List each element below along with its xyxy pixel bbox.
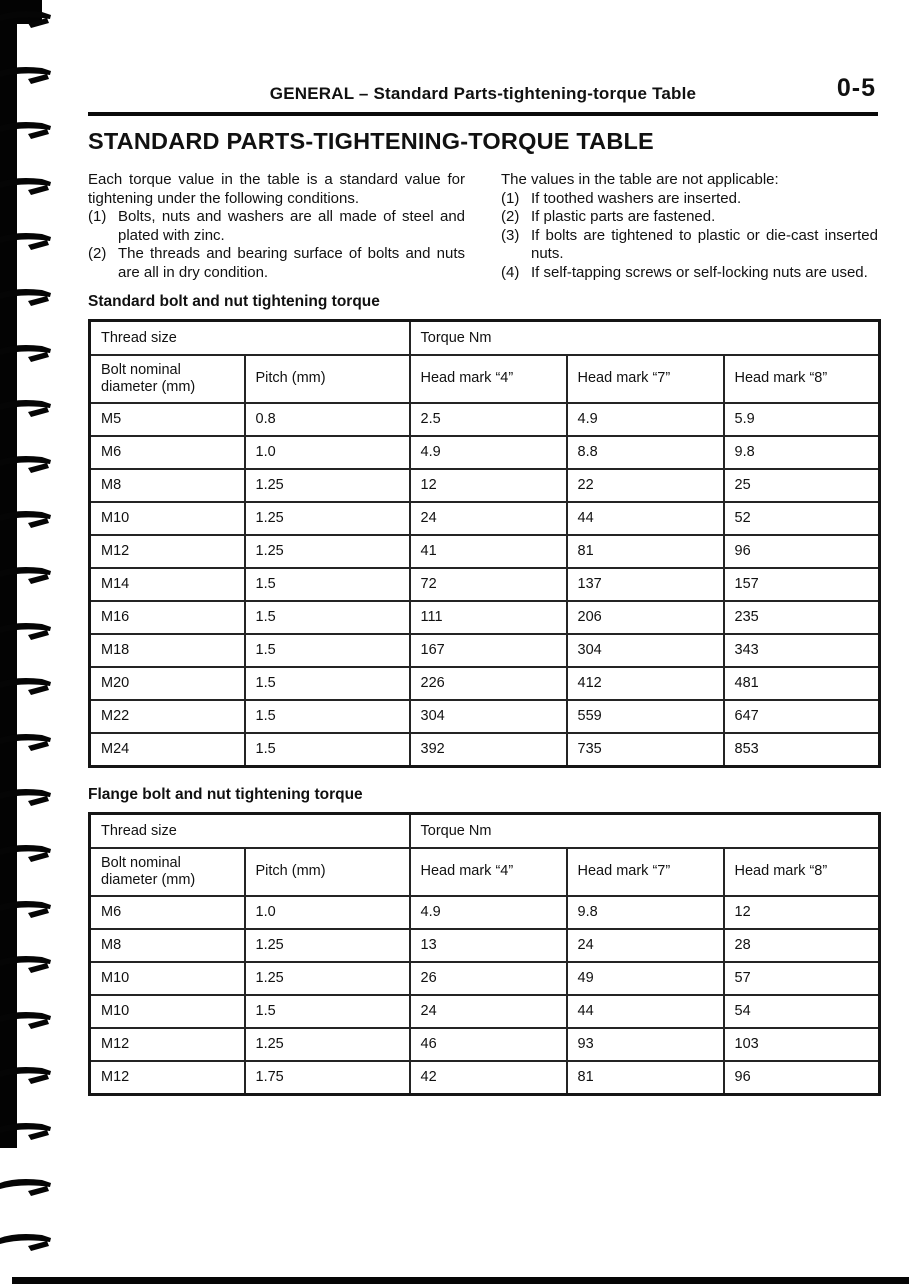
intro-left-column <box>88 171 465 283</box>
table-cell: 4.9 <box>567 403 724 436</box>
table-cell: 304 <box>567 634 724 667</box>
table-cell: 52 <box>724 502 880 535</box>
column-header: Bolt nominal diameter (mm) <box>90 355 245 403</box>
table-cell: 1.0 <box>245 436 410 469</box>
table-row <box>90 634 880 667</box>
table-cell: M18 <box>90 634 245 667</box>
list-item <box>88 245 465 282</box>
table-cell: 93 <box>567 1028 724 1061</box>
table-cell: 22 <box>567 469 724 502</box>
binding-ring-icon <box>0 1118 54 1146</box>
table-cell: 1.5 <box>245 601 410 634</box>
binding-ring-icon <box>0 117 54 145</box>
table-cell: M20 <box>90 667 245 700</box>
table-caption-flange: Flange bolt and nut tightening torque <box>88 785 363 803</box>
page-content <box>88 0 878 1096</box>
table-row <box>90 929 880 962</box>
binding-ring-icon <box>0 784 54 812</box>
binding-ring-icon <box>0 1007 54 1035</box>
table-cell: 57 <box>724 962 880 995</box>
table-cell: 647 <box>724 700 880 733</box>
group-header-torque: Torque Nm <box>410 813 880 848</box>
table-cell: 1.25 <box>245 929 410 962</box>
table-cell: 1.25 <box>245 1028 410 1061</box>
column-header: Head mark “7” <box>567 355 724 403</box>
list-item-number: (4) <box>501 263 520 281</box>
table-cell: 1.5 <box>245 568 410 601</box>
table-cell: M12 <box>90 1061 245 1095</box>
group-header-torque: Torque Nm <box>410 320 880 355</box>
table-row <box>90 1061 880 1095</box>
binding-ring-icon <box>0 6 54 34</box>
flange-torque-table-wrap <box>88 812 878 1096</box>
scan-bottom-edge <box>12 1277 909 1284</box>
table-cell: 1.5 <box>245 700 410 733</box>
table-cell: M8 <box>90 469 245 502</box>
table-cell: M6 <box>90 436 245 469</box>
table-cell: 235 <box>724 601 880 634</box>
table-cell: 167 <box>410 634 567 667</box>
breadcrumb: GENERAL – Standard Parts-tightening-torque Table <box>269 84 697 103</box>
table-cell: 4.9 <box>410 896 567 929</box>
table-cell: 111 <box>410 601 567 634</box>
table-cell: 1.75 <box>245 1061 410 1095</box>
table-cell: 96 <box>724 535 880 568</box>
binding-ring-icon <box>0 951 54 979</box>
table-row <box>90 568 880 601</box>
binding-ring-icon <box>0 173 54 201</box>
table-cell: 4.9 <box>410 436 567 469</box>
table-cell: 2.5 <box>410 403 567 436</box>
table-cell: M8 <box>90 929 245 962</box>
table-cell: 24 <box>410 502 567 535</box>
table-cell: 42 <box>410 1061 567 1095</box>
table-cell: 206 <box>567 601 724 634</box>
table-cell: 559 <box>567 700 724 733</box>
group-header-thread-size: Thread size <box>90 813 410 848</box>
table-row <box>90 469 880 502</box>
table-cell: 1.5 <box>245 995 410 1028</box>
table-row <box>90 667 880 700</box>
table-row <box>90 962 880 995</box>
table-cell: 24 <box>567 929 724 962</box>
list-item <box>501 227 878 264</box>
binding-ring-icon <box>0 673 54 701</box>
table-cell: 28 <box>724 929 880 962</box>
table-cell: 72 <box>410 568 567 601</box>
list-item-number: (1) <box>501 189 520 207</box>
table-row <box>90 1028 880 1061</box>
intro-section <box>88 171 878 283</box>
table-row <box>90 436 880 469</box>
table-cell: M5 <box>90 403 245 436</box>
binding-ring-icon <box>0 451 54 479</box>
table-cell: 1.25 <box>245 962 410 995</box>
table-cell: 481 <box>724 667 880 700</box>
table-group-header-row <box>90 320 880 355</box>
table-cell: 1.5 <box>245 733 410 767</box>
spiral-binding <box>0 0 64 1284</box>
table-cell: 5.9 <box>724 403 880 436</box>
list-item-text: Bolts, nuts and washers are all made of steel and plated with zinc. <box>118 208 465 244</box>
table-cell: 26 <box>410 962 567 995</box>
list-item-number: (2) <box>501 208 520 226</box>
table-row <box>90 535 880 568</box>
table-cell: 392 <box>410 733 567 767</box>
binding-ring-icon <box>0 840 54 868</box>
torque-table <box>88 319 881 768</box>
table-cell: 853 <box>724 733 880 767</box>
binding-ring-icon <box>0 1229 54 1257</box>
list-item <box>501 190 878 209</box>
table-cell: 24 <box>410 995 567 1028</box>
binding-ring-icon <box>0 62 54 90</box>
table-cell: 81 <box>567 535 724 568</box>
page-number: 0-5 <box>836 74 876 102</box>
table-cell: M24 <box>90 733 245 767</box>
column-header: Head mark “8” <box>724 355 880 403</box>
table-cell: 12 <box>410 469 567 502</box>
conditions-list <box>88 208 465 282</box>
column-header: Pitch (mm) <box>245 355 410 403</box>
table-cell: 137 <box>567 568 724 601</box>
binding-ring-icon <box>0 896 54 924</box>
group-header-thread-size: Thread size <box>90 320 410 355</box>
binding-ring-icon <box>0 395 54 423</box>
running-header <box>88 0 878 104</box>
table-cell: 44 <box>567 995 724 1028</box>
list-item-text: If self-tapping screws or self-locking nuts are used. <box>531 263 868 281</box>
intro-left-lead: Each torque value in the table is a standard value for tightening under the following conditions. <box>88 171 465 207</box>
torque-table <box>88 812 881 1096</box>
list-item-text: If plastic parts are fastened. <box>531 208 716 226</box>
table-cell: 1.25 <box>245 502 410 535</box>
table-group-header-row <box>90 813 880 848</box>
table-cell: M16 <box>90 601 245 634</box>
exceptions-list <box>501 190 878 283</box>
table-row <box>90 733 880 767</box>
table-cell: 49 <box>567 962 724 995</box>
table-cell: 12 <box>724 896 880 929</box>
binding-ring-icon <box>0 228 54 256</box>
header-rule <box>88 112 878 116</box>
list-item-text: If toothed washers are inserted. <box>531 189 742 207</box>
binding-ring-icon <box>0 340 54 368</box>
list-item-number: (3) <box>501 226 520 244</box>
list-item-number: (2) <box>88 245 107 263</box>
table-row <box>90 896 880 929</box>
column-header: Head mark “4” <box>410 848 567 896</box>
table-cell: 1.0 <box>245 896 410 929</box>
standard-torque-table-wrap <box>88 319 878 768</box>
column-header: Head mark “7” <box>567 848 724 896</box>
table-row <box>90 995 880 1028</box>
table-cell: M14 <box>90 568 245 601</box>
table-cell: M22 <box>90 700 245 733</box>
list-item-number: (1) <box>88 208 107 226</box>
table-cell: 1.5 <box>245 667 410 700</box>
table-row <box>90 601 880 634</box>
binding-ring-icon <box>0 506 54 534</box>
table-cell: 13 <box>410 929 567 962</box>
binding-ring-icon <box>0 618 54 646</box>
table-cell: M12 <box>90 1028 245 1061</box>
table-caption-standard: Standard bolt and nut tightening torque <box>88 292 380 310</box>
table-cell: 103 <box>724 1028 880 1061</box>
table-cell: M10 <box>90 962 245 995</box>
table-cell: 25 <box>724 469 880 502</box>
table-cell: 1.25 <box>245 469 410 502</box>
table-row <box>90 700 880 733</box>
intro-right-column <box>501 171 878 283</box>
table-cell: 46 <box>410 1028 567 1061</box>
list-item-text: The threads and bearing surface of bolts and nuts are all in dry condition. <box>118 245 465 281</box>
column-header: Bolt nominal diameter (mm) <box>90 848 245 896</box>
column-header: Head mark “8” <box>724 848 880 896</box>
list-item-text: If bolts are tightened to plastic or die-cast inserted nuts. <box>531 226 878 263</box>
table-cell: 8.8 <box>567 436 724 469</box>
table-row <box>90 502 880 535</box>
column-header: Head mark “4” <box>410 355 567 403</box>
table-cell: 343 <box>724 634 880 667</box>
table-cell: 157 <box>724 568 880 601</box>
table-cell: 41 <box>410 535 567 568</box>
list-item <box>501 264 878 283</box>
table-column-header-row <box>90 848 880 896</box>
binding-ring-icon <box>0 1174 54 1202</box>
list-item <box>88 208 465 245</box>
table-cell: M6 <box>90 896 245 929</box>
table-cell: 9.8 <box>724 436 880 469</box>
table-cell: 1.25 <box>245 535 410 568</box>
table-cell: 9.8 <box>567 896 724 929</box>
table-cell: 0.8 <box>245 403 410 436</box>
binding-ring-icon <box>0 284 54 312</box>
table-cell: M10 <box>90 995 245 1028</box>
table-cell: M12 <box>90 535 245 568</box>
table-cell: 226 <box>410 667 567 700</box>
table-cell: 304 <box>410 700 567 733</box>
binding-ring-icon <box>0 562 54 590</box>
table-cell: 412 <box>567 667 724 700</box>
page-title: STANDARD PARTS-TIGHTENING-TORQUE TABLE <box>88 128 654 154</box>
binding-ring-icon <box>0 729 54 757</box>
column-header: Pitch (mm) <box>245 848 410 896</box>
table-cell: 44 <box>567 502 724 535</box>
table-cell: 81 <box>567 1061 724 1095</box>
table-cell: M10 <box>90 502 245 535</box>
table-cell: 96 <box>724 1061 880 1095</box>
list-item <box>501 208 878 227</box>
binding-ring-icon <box>0 1062 54 1090</box>
table-cell: 735 <box>567 733 724 767</box>
table-column-header-row <box>90 355 880 403</box>
intro-right-lead: The values in the table are not applicable: <box>501 171 779 188</box>
table-row <box>90 403 880 436</box>
table-cell: 1.5 <box>245 634 410 667</box>
table-cell: 54 <box>724 995 880 1028</box>
